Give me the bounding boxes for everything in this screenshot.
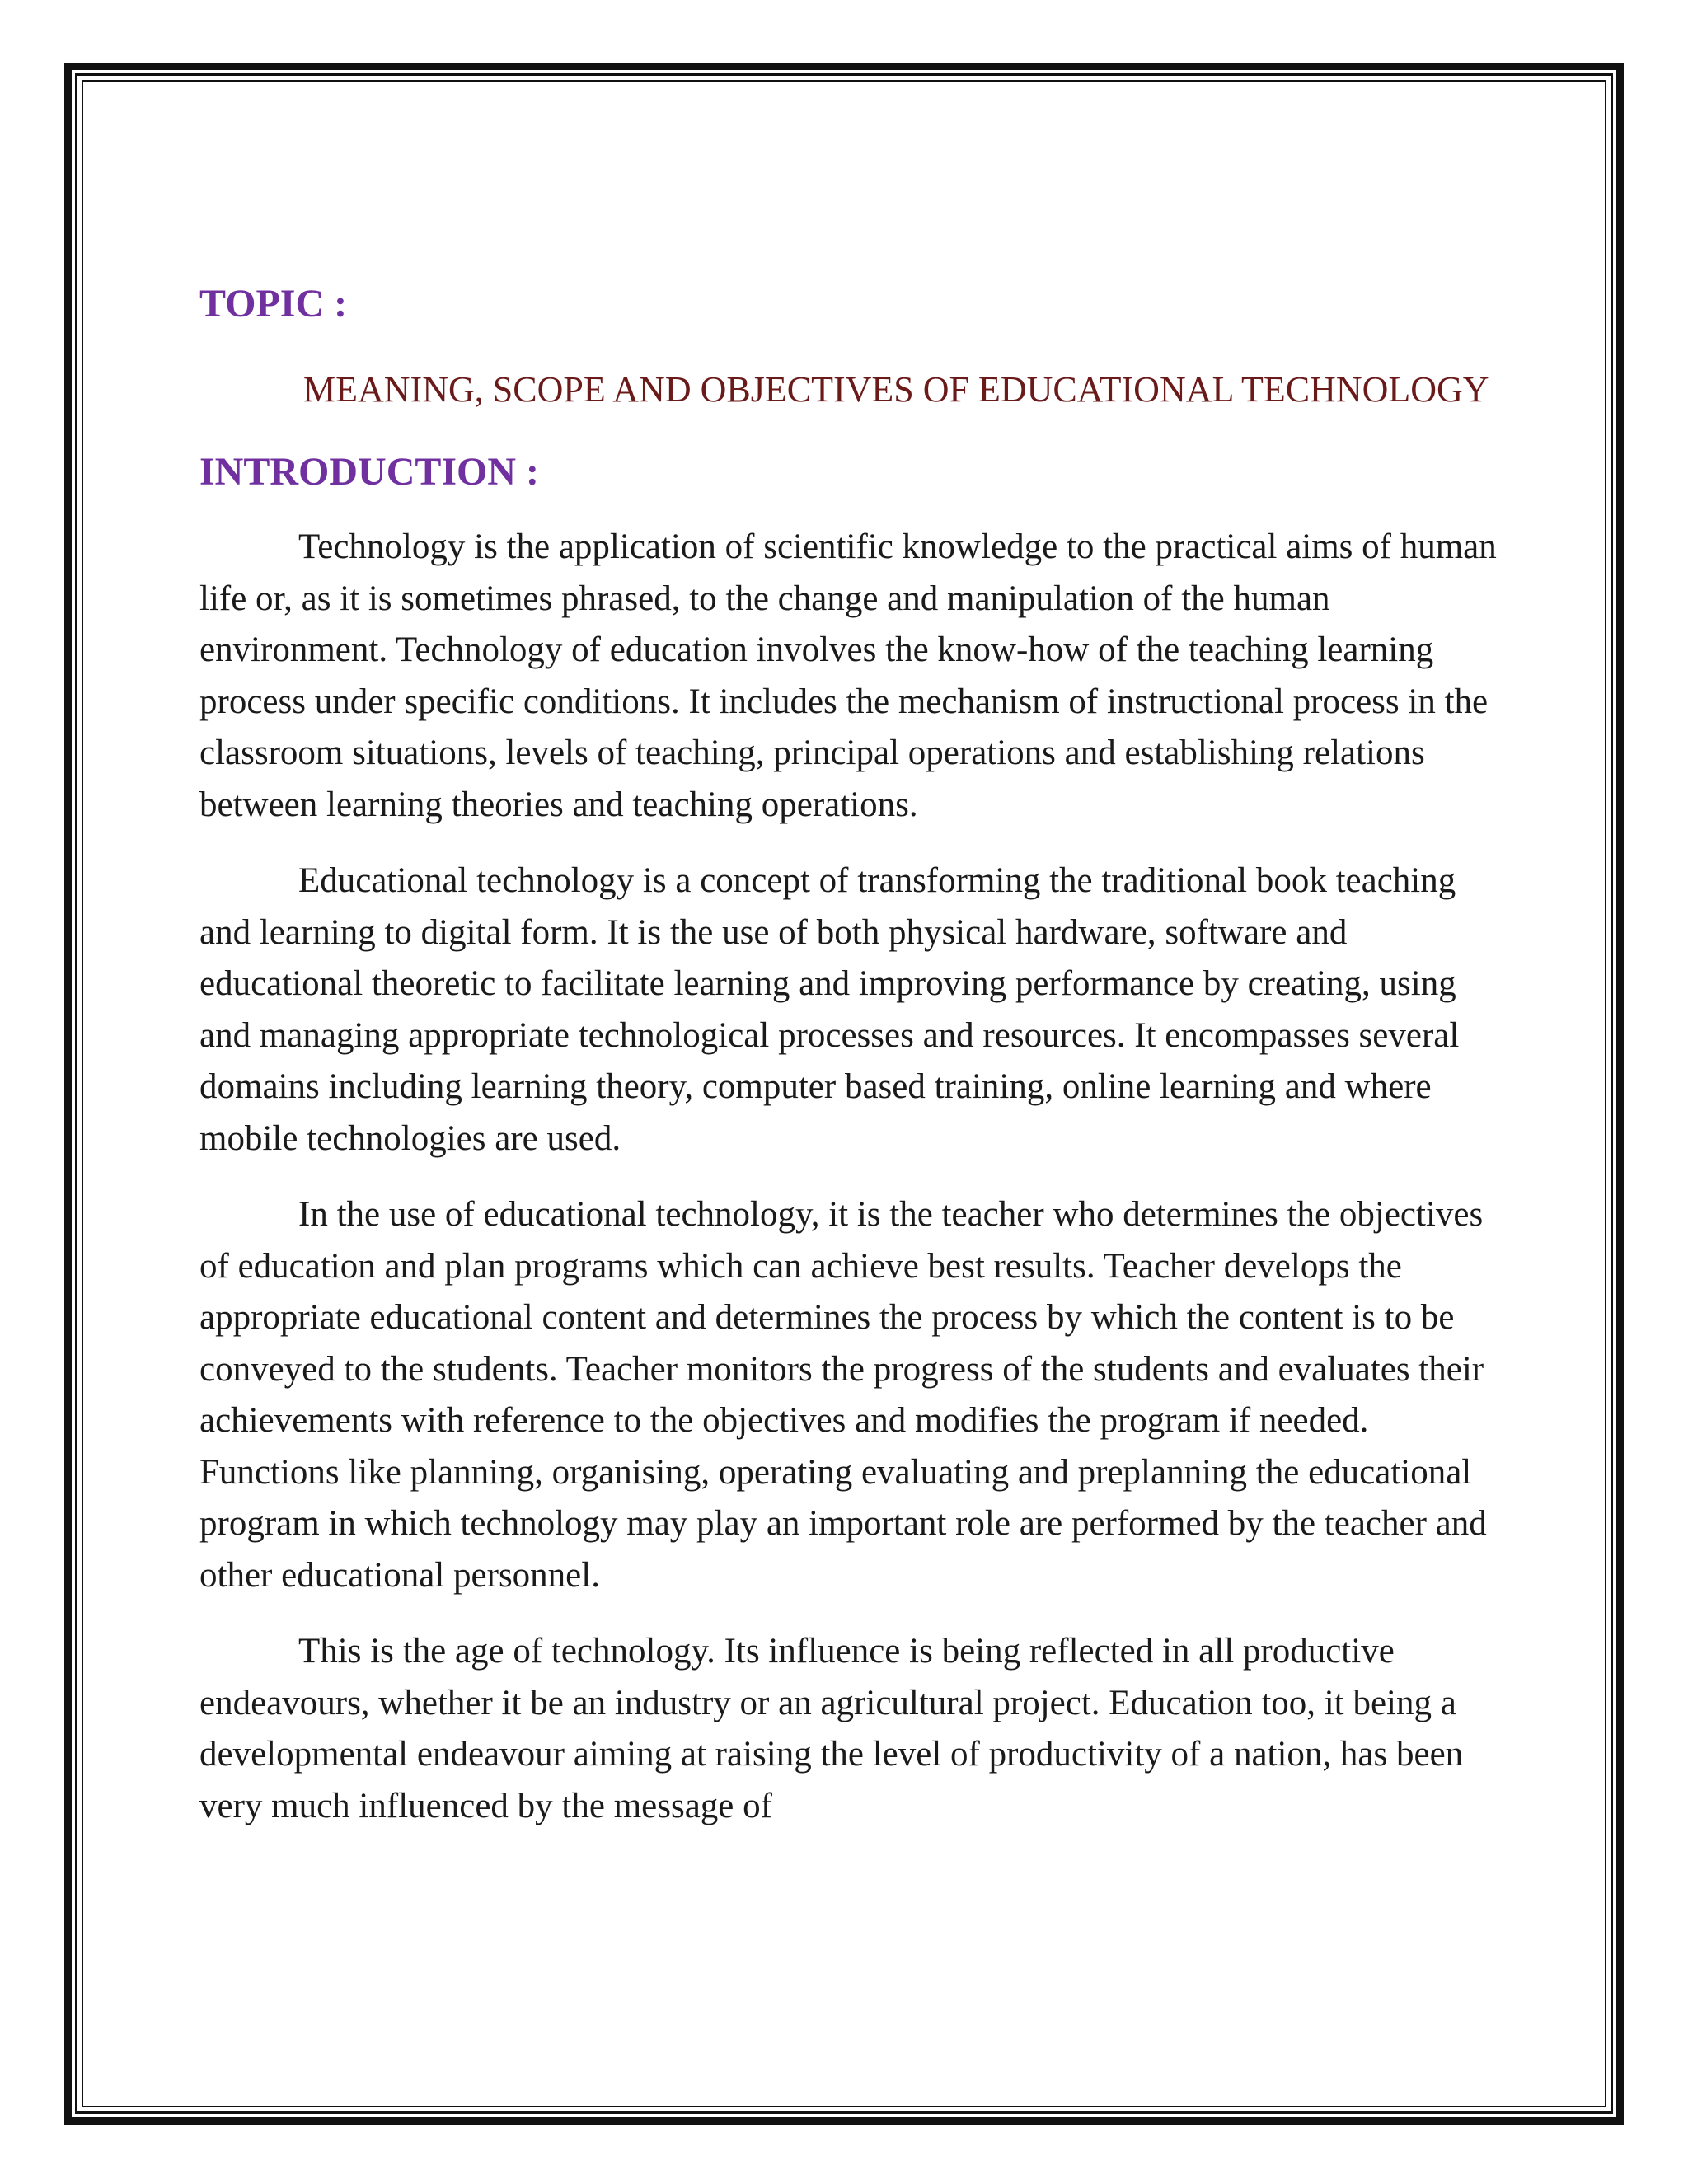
topic-heading: TOPIC : — [199, 282, 348, 326]
introduction-paragraph-4: This is the age of technology. Its influence is being reflected in all productive endeavours, whether it be an industry or an agricultural project. Education too, it being a developmental endeavour aiming at raising the level of productivity of a nation, has been very much influenced by the message of — [199, 1632, 1464, 1825]
topic-title: MEANING, SCOPE AND OBJECTIVES OF EDUCATIONAL TECHNOLOGY — [303, 368, 1489, 410]
introduction-paragraph-1: Technology is the application of scientific knowledge to the practical aims of human life or, as it is sometimes phrased, to the change and manipulation of the human environment. Technology of education involves the know-how of the teaching learning process under specific conditions. It includes the mechanism of instructional process in the classroom situations, levels of teaching, principal operations and establishing relations between learning theories and teaching operations. — [199, 527, 1497, 824]
introduction-heading: INTRODUCTION : — [199, 449, 540, 494]
introduction-paragraph-3: In the use of educational technology, it is the teacher who determines the objectives of education and plan programs which can achieve best results. Teacher develops the appropriate educational content and determines the process by which the content is to be conveyed to the students. Teacher monitors the progress of the students and evaluates their achievements with reference to the objectives and modifies the program if needed. Functions like planning, organising, operating evaluating and preplanning the educational program in which technology may play an important role are performed by the teacher and other educational personnel. — [199, 1195, 1487, 1595]
document-body — [199, 280, 1502, 1857]
introduction-paragraph-2: Educational technology is a concept of transforming the traditional book teaching and learning to digital form. It is the use of both physical hardware, software and educational theoretic to facilitate learning and improving performance by creating, using and managing appropriate technological processes and resources. It encompasses several domains including learning theory, computer based training, online learning and where mobile technologies are used. — [199, 861, 1460, 1158]
